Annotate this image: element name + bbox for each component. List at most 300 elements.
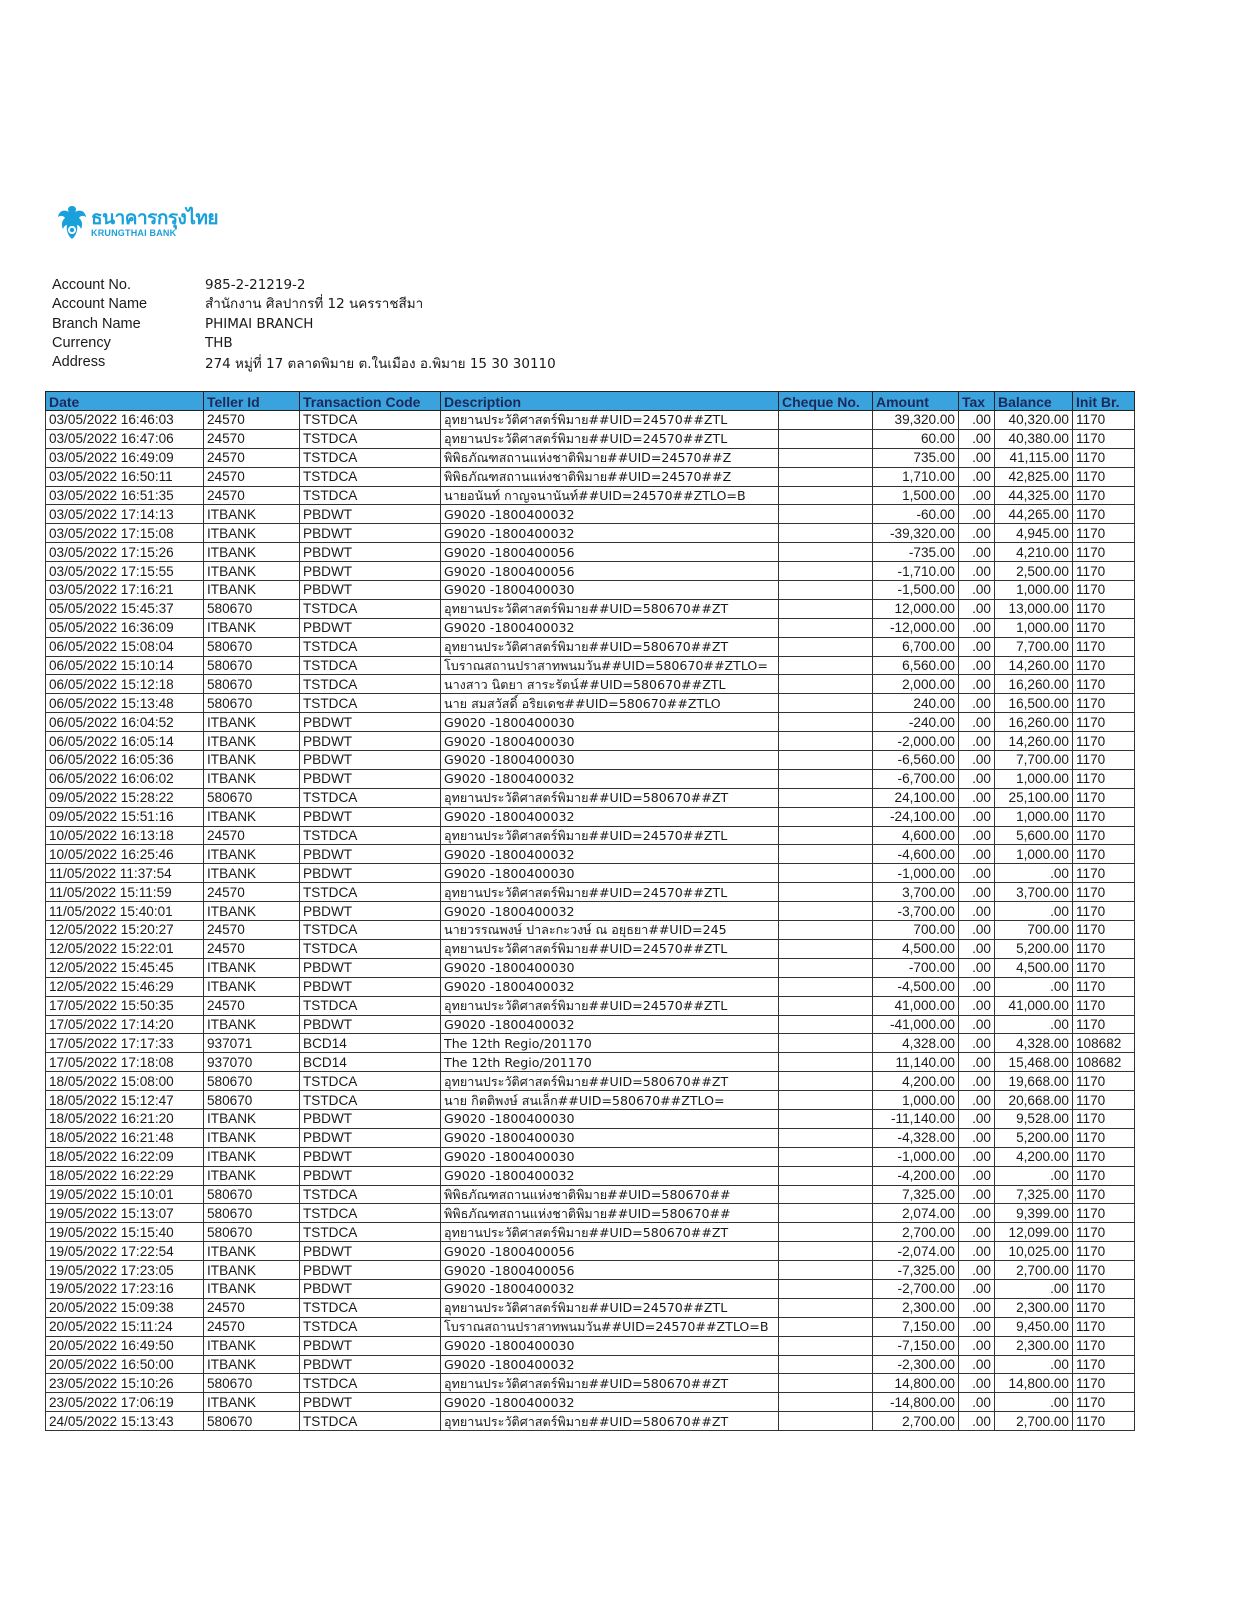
balance-cell: 16,500.00 (995, 694, 1073, 713)
cheque-no-cell (779, 505, 873, 524)
init-branch-cell: 1170 (1073, 618, 1135, 637)
teller-id-cell: 580670 (204, 599, 300, 618)
date-cell: 23/05/2022 17:06:19 (46, 1393, 204, 1412)
amount-cell: -1,710.00 (873, 562, 959, 581)
account-no-row (52, 276, 556, 295)
amount-cell: 6,560.00 (873, 656, 959, 675)
balance-cell: 9,528.00 (995, 1109, 1073, 1128)
date-cell: 19/05/2022 15:13:07 (46, 1204, 204, 1223)
table-row (46, 883, 1135, 902)
amount-cell: 4,328.00 (873, 1034, 959, 1053)
balance-cell: 10,025.00 (995, 1242, 1073, 1261)
table-row (46, 1034, 1135, 1053)
table-row (46, 977, 1135, 996)
description-cell: G9020 -1800400030 (441, 1128, 779, 1147)
teller-id-cell: 937071 (204, 1034, 300, 1053)
init-branch-cell: 1170 (1073, 1412, 1135, 1431)
transaction-code-cell: PBDWT (300, 1166, 441, 1185)
table-row (46, 486, 1135, 505)
teller-id-cell: 580670 (204, 1223, 300, 1242)
account-name-label: Account Name (52, 296, 148, 313)
teller-id-cell: ITBANK (204, 1166, 300, 1185)
init-branch-cell: 1170 (1073, 675, 1135, 694)
column-header-description: Description (441, 392, 779, 411)
tax-cell: .00 (959, 826, 995, 845)
transaction-code-cell: TSTDCA (300, 694, 441, 713)
balance-cell: 4,328.00 (995, 1034, 1073, 1053)
amount-cell: -4,328.00 (873, 1128, 959, 1147)
cheque-no-cell (779, 1034, 873, 1053)
cheque-no-cell (779, 826, 873, 845)
tax-cell: .00 (959, 1034, 995, 1053)
transaction-code-cell: PBDWT (300, 958, 441, 977)
init-branch-cell: 1170 (1073, 807, 1135, 826)
teller-id-cell: 580670 (204, 1204, 300, 1223)
balance-cell: 9,399.00 (995, 1204, 1073, 1223)
date-cell: 12/05/2022 15:46:29 (46, 977, 204, 996)
balance-cell: 700.00 (995, 921, 1073, 940)
init-branch-cell: 1170 (1073, 429, 1135, 448)
table-row (46, 505, 1135, 524)
description-cell: อุทยานประวัติศาสตร์พิมาย##UID=580670##ZT (441, 1374, 779, 1393)
amount-cell: -41,000.00 (873, 1015, 959, 1034)
tax-cell: .00 (959, 883, 995, 902)
transaction-code-cell: TSTDCA (300, 448, 441, 467)
description-cell: อุทยานประวัติศาสตร์พิมาย##UID=24570##ZTL (441, 939, 779, 958)
init-branch-cell: 1170 (1073, 902, 1135, 921)
transaction-code-cell: PBDWT (300, 751, 441, 770)
table-row (46, 713, 1135, 732)
init-branch-cell: 1170 (1073, 939, 1135, 958)
balance-cell: 14,260.00 (995, 732, 1073, 751)
tax-cell: .00 (959, 637, 995, 656)
date-cell: 19/05/2022 15:10:01 (46, 1185, 204, 1204)
init-branch-cell: 1170 (1073, 883, 1135, 902)
tax-cell: .00 (959, 713, 995, 732)
amount-cell: 2,074.00 (873, 1204, 959, 1223)
description-cell: G9020 -1800400030 (441, 1336, 779, 1355)
column-header-tax: Tax (959, 392, 995, 411)
balance-cell: 15,468.00 (995, 1053, 1073, 1072)
date-cell: 11/05/2022 15:40:01 (46, 902, 204, 921)
column-header-transaction-code: Transaction Code (300, 392, 441, 411)
transaction-code-cell: PBDWT (300, 1128, 441, 1147)
tax-cell: .00 (959, 864, 995, 883)
table-row (46, 1317, 1135, 1336)
balance-cell: 14,260.00 (995, 656, 1073, 675)
date-cell: 19/05/2022 17:23:16 (46, 1279, 204, 1298)
init-branch-cell: 1170 (1073, 467, 1135, 486)
transaction-code-cell: TSTDCA (300, 788, 441, 807)
balance-cell: 13,000.00 (995, 599, 1073, 618)
table-row (46, 845, 1135, 864)
tax-cell: .00 (959, 788, 995, 807)
transaction-code-cell: PBDWT (300, 524, 441, 543)
cheque-no-cell (779, 788, 873, 807)
amount-cell: -7,325.00 (873, 1261, 959, 1280)
date-cell: 09/05/2022 15:28:22 (46, 788, 204, 807)
date-cell: 03/05/2022 17:14:13 (46, 505, 204, 524)
teller-id-cell: 24570 (204, 448, 300, 467)
table-row (46, 599, 1135, 618)
balance-cell: .00 (995, 902, 1073, 921)
balance-cell: 40,320.00 (995, 411, 1073, 430)
tax-cell: .00 (959, 1204, 995, 1223)
description-cell: อุทยานประวัติศาสตร์พิมาย##UID=24570##ZTL (441, 429, 779, 448)
balance-cell: 1,000.00 (995, 581, 1073, 600)
date-cell: 17/05/2022 17:14:20 (46, 1015, 204, 1034)
cheque-no-cell (779, 467, 873, 486)
balance-cell: 1,000.00 (995, 618, 1073, 637)
tax-cell: .00 (959, 1015, 995, 1034)
description-cell: นายวรรณพงษ์ ปาละกะวงษ์ ณ อยุธยา##UID=245 (441, 921, 779, 940)
init-branch-cell: 1170 (1073, 581, 1135, 600)
cheque-no-cell (779, 581, 873, 600)
date-cell: 20/05/2022 16:49:50 (46, 1336, 204, 1355)
table-row (46, 1204, 1135, 1223)
transaction-code-cell: TSTDCA (300, 939, 441, 958)
date-cell: 18/05/2022 15:08:00 (46, 1072, 204, 1091)
tax-cell: .00 (959, 958, 995, 977)
balance-cell: .00 (995, 1355, 1073, 1374)
table-row (46, 1015, 1135, 1034)
tax-cell: .00 (959, 939, 995, 958)
transaction-code-cell: BCD14 (300, 1053, 441, 1072)
cheque-no-cell (779, 996, 873, 1015)
teller-id-cell: 937070 (204, 1053, 300, 1072)
account-no-value: 985-2-21219-2 (205, 277, 306, 293)
balance-cell: .00 (995, 1166, 1073, 1185)
description-cell: อุทยานประวัติศาสตร์พิมาย##UID=580670##ZT (441, 599, 779, 618)
table-row (46, 1147, 1135, 1166)
amount-cell: -2,074.00 (873, 1242, 959, 1261)
transaction-code-cell: PBDWT (300, 618, 441, 637)
teller-id-cell: ITBANK (204, 1015, 300, 1034)
tax-cell: .00 (959, 1091, 995, 1110)
teller-id-cell: 24570 (204, 996, 300, 1015)
transaction-code-cell: PBDWT (300, 807, 441, 826)
description-cell: G9020 -1800400030 (441, 751, 779, 770)
transaction-code-cell: TSTDCA (300, 1072, 441, 1091)
transaction-code-cell: PBDWT (300, 1147, 441, 1166)
table-row (46, 467, 1135, 486)
amount-cell: 700.00 (873, 921, 959, 940)
init-branch-cell: 1170 (1073, 656, 1135, 675)
amount-cell: 12,000.00 (873, 599, 959, 618)
transaction-code-cell: BCD14 (300, 1034, 441, 1053)
amount-cell: -6,560.00 (873, 751, 959, 770)
description-cell: G9020 -1800400032 (441, 845, 779, 864)
transaction-code-cell: TSTDCA (300, 1185, 441, 1204)
cheque-no-cell (779, 1374, 873, 1393)
amount-cell: 240.00 (873, 694, 959, 713)
description-cell: อุทยานประวัติศาสตร์พิมาย##UID=24570##ZTL (441, 826, 779, 845)
date-cell: 20/05/2022 16:50:00 (46, 1355, 204, 1374)
table-row (46, 675, 1135, 694)
table-row (46, 1223, 1135, 1242)
description-cell: G9020 -1800400056 (441, 562, 779, 581)
teller-id-cell: 580670 (204, 1374, 300, 1393)
table-row (46, 1355, 1135, 1374)
cheque-no-cell (779, 958, 873, 977)
amount-cell: 4,200.00 (873, 1072, 959, 1091)
description-cell: อุทยานประวัติศาสตร์พิมาย##UID=580670##ZT (441, 637, 779, 656)
tax-cell: .00 (959, 1185, 995, 1204)
amount-cell: 3,700.00 (873, 883, 959, 902)
balance-cell: 4,200.00 (995, 1147, 1073, 1166)
transaction-code-cell: PBDWT (300, 505, 441, 524)
transaction-code-cell: TSTDCA (300, 1374, 441, 1393)
column-header-init-branch: Init Br. (1073, 392, 1135, 411)
teller-id-cell: ITBANK (204, 1242, 300, 1261)
cheque-no-cell (779, 675, 873, 694)
cheque-no-cell (779, 1223, 873, 1242)
teller-id-cell: 580670 (204, 694, 300, 713)
tax-cell: .00 (959, 1393, 995, 1412)
table-row (46, 1091, 1135, 1110)
balance-cell: 2,300.00 (995, 1336, 1073, 1355)
teller-id-cell: 580670 (204, 656, 300, 675)
init-branch-cell: 1170 (1073, 921, 1135, 940)
table-row (46, 958, 1135, 977)
tax-cell: .00 (959, 1072, 995, 1091)
tax-cell: .00 (959, 599, 995, 618)
balance-cell: 4,210.00 (995, 543, 1073, 562)
account-no-label: Account No. (52, 277, 131, 293)
amount-cell: -11,140.00 (873, 1109, 959, 1128)
transaction-code-cell: TSTDCA (300, 637, 441, 656)
amount-cell: 1,000.00 (873, 1091, 959, 1110)
date-cell: 03/05/2022 17:16:21 (46, 581, 204, 600)
amount-cell: -4,200.00 (873, 1166, 959, 1185)
cheque-no-cell (779, 1128, 873, 1147)
teller-id-cell: 580670 (204, 637, 300, 656)
amount-cell: 1,710.00 (873, 467, 959, 486)
description-cell: The 12th Regio/201170 (441, 1053, 779, 1072)
description-cell: อุทยานประวัติศาสตร์พิมาย##UID=580670##ZT (441, 1072, 779, 1091)
tax-cell: .00 (959, 1147, 995, 1166)
date-cell: 24/05/2022 15:13:43 (46, 1412, 204, 1431)
amount-cell: -1,000.00 (873, 864, 959, 883)
init-branch-cell: 1170 (1073, 1298, 1135, 1317)
teller-id-cell: 580670 (204, 1091, 300, 1110)
description-cell: G9020 -1800400032 (441, 1166, 779, 1185)
init-branch-cell: 1170 (1073, 845, 1135, 864)
init-branch-cell: 1170 (1073, 826, 1135, 845)
cheque-no-cell (779, 1109, 873, 1128)
init-branch-cell: 1170 (1073, 958, 1135, 977)
init-branch-cell: 1170 (1073, 1242, 1135, 1261)
balance-cell: 1,000.00 (995, 807, 1073, 826)
transaction-code-cell: PBDWT (300, 732, 441, 751)
cheque-no-cell (779, 1166, 873, 1185)
date-cell: 03/05/2022 17:15:55 (46, 562, 204, 581)
tax-cell: .00 (959, 807, 995, 826)
date-cell: 06/05/2022 15:13:48 (46, 694, 204, 713)
transaction-code-cell: PBDWT (300, 902, 441, 921)
transaction-code-cell: TSTDCA (300, 429, 441, 448)
description-cell: นายอนันท์ กาญจนานันท์##UID=24570##ZTLO=B (441, 486, 779, 505)
teller-id-cell: 580670 (204, 1412, 300, 1431)
balance-cell: 5,200.00 (995, 1128, 1073, 1147)
cheque-no-cell (779, 562, 873, 581)
amount-cell: -2,700.00 (873, 1279, 959, 1298)
init-branch-cell: 1170 (1073, 1374, 1135, 1393)
date-cell: 17/05/2022 17:17:33 (46, 1034, 204, 1053)
init-branch-cell: 1170 (1073, 996, 1135, 1015)
table-row (46, 411, 1135, 430)
table-row (46, 939, 1135, 958)
balance-cell: 2,500.00 (995, 562, 1073, 581)
tax-cell: .00 (959, 1336, 995, 1355)
date-cell: 06/05/2022 15:12:18 (46, 675, 204, 694)
description-cell: พิพิธภัณฑสถานแห่งชาติพิมาย##UID=24570##Z (441, 467, 779, 486)
table-row (46, 429, 1135, 448)
teller-id-cell: 24570 (204, 429, 300, 448)
transaction-code-cell: TSTDCA (300, 826, 441, 845)
teller-id-cell: 580670 (204, 1185, 300, 1204)
init-branch-cell: 1170 (1073, 732, 1135, 751)
transaction-code-cell: PBDWT (300, 1336, 441, 1355)
transaction-code-cell: TSTDCA (300, 1317, 441, 1336)
teller-id-cell: ITBANK (204, 732, 300, 751)
transaction-code-cell: PBDWT (300, 1393, 441, 1412)
cheque-no-cell (779, 921, 873, 940)
teller-id-cell: ITBANK (204, 769, 300, 788)
cheque-no-cell (779, 1279, 873, 1298)
cheque-no-cell (779, 429, 873, 448)
teller-id-cell: ITBANK (204, 958, 300, 977)
currency-value: THB (205, 334, 233, 351)
balance-cell: 9,450.00 (995, 1317, 1073, 1336)
cheque-no-cell (779, 1091, 873, 1110)
transaction-code-cell: PBDWT (300, 543, 441, 562)
teller-id-cell: ITBANK (204, 1393, 300, 1412)
balance-cell: 16,260.00 (995, 713, 1073, 732)
bank-logo (57, 203, 218, 243)
cheque-no-cell (779, 599, 873, 618)
date-cell: 05/05/2022 15:45:37 (46, 599, 204, 618)
column-header-date: Date (46, 392, 204, 411)
balance-cell: 1,000.00 (995, 769, 1073, 788)
amount-cell: -2,000.00 (873, 732, 959, 751)
teller-id-cell: ITBANK (204, 1147, 300, 1166)
teller-id-cell: ITBANK (204, 807, 300, 826)
date-cell: 11/05/2022 11:37:54 (46, 864, 204, 883)
teller-id-cell: 24570 (204, 486, 300, 505)
tax-cell: .00 (959, 411, 995, 430)
date-cell: 19/05/2022 17:23:05 (46, 1261, 204, 1280)
cheque-no-cell (779, 1261, 873, 1280)
balance-cell: .00 (995, 1393, 1073, 1412)
tax-cell: .00 (959, 505, 995, 524)
balance-cell: 41,000.00 (995, 996, 1073, 1015)
amount-cell: 6,700.00 (873, 637, 959, 656)
currency-row (52, 334, 556, 353)
init-branch-cell: 1170 (1073, 1279, 1135, 1298)
date-cell: 03/05/2022 16:50:11 (46, 467, 204, 486)
description-cell: นางสาว นิตยา สาระรัตน์##UID=580670##ZTL (441, 675, 779, 694)
teller-id-cell: 24570 (204, 883, 300, 902)
amount-cell: -700.00 (873, 958, 959, 977)
init-branch-cell: 1170 (1073, 713, 1135, 732)
description-cell: พิพิธภัณฑสถานแห่งชาติพิมาย##UID=24570##Z (441, 448, 779, 467)
account-name-value: สำนักงาน ศิลปากรที่ 12 นครราชสีมา (205, 296, 424, 313)
balance-cell: 25,100.00 (995, 788, 1073, 807)
tax-cell: .00 (959, 1128, 995, 1147)
init-branch-cell: 1170 (1073, 543, 1135, 562)
tax-cell: .00 (959, 732, 995, 751)
date-cell: 12/05/2022 15:20:27 (46, 921, 204, 940)
transaction-code-cell: PBDWT (300, 864, 441, 883)
amount-cell: 735.00 (873, 448, 959, 467)
table-row (46, 1072, 1135, 1091)
tax-cell: .00 (959, 618, 995, 637)
cheque-no-cell (779, 486, 873, 505)
cheque-no-cell (779, 732, 873, 751)
description-cell: G9020 -1800400056 (441, 1242, 779, 1261)
date-cell: 03/05/2022 16:49:09 (46, 448, 204, 467)
init-branch-cell: 1170 (1073, 448, 1135, 467)
description-cell: อุทยานประวัติศาสตร์พิมาย##UID=24570##ZTL (441, 996, 779, 1015)
balance-cell: 20,668.00 (995, 1091, 1073, 1110)
description-cell: โบราณสถานปราสาทพนมวัน##UID=24570##ZTLO=B (441, 1317, 779, 1336)
date-cell: 03/05/2022 16:46:03 (46, 411, 204, 430)
date-cell: 17/05/2022 15:50:35 (46, 996, 204, 1015)
init-branch-cell: 1170 (1073, 1015, 1135, 1034)
tax-cell: .00 (959, 694, 995, 713)
description-cell: อุทยานประวัติศาสตร์พิมาย##UID=580670##ZT (441, 1412, 779, 1431)
date-cell: 19/05/2022 17:22:54 (46, 1242, 204, 1261)
amount-cell: 41,000.00 (873, 996, 959, 1015)
description-cell: G9020 -1800400032 (441, 977, 779, 996)
amount-cell: 2,000.00 (873, 675, 959, 694)
description-cell: อุทยานประวัติศาสตร์พิมาย##UID=24570##ZTL (441, 883, 779, 902)
teller-id-cell: 580670 (204, 788, 300, 807)
description-cell: G9020 -1800400030 (441, 864, 779, 883)
column-header-cheque-no: Cheque No. (779, 392, 873, 411)
amount-cell: 1,500.00 (873, 486, 959, 505)
transaction-code-cell: PBDWT (300, 769, 441, 788)
date-cell: 20/05/2022 15:11:24 (46, 1317, 204, 1336)
teller-id-cell: ITBANK (204, 713, 300, 732)
amount-cell: 14,800.00 (873, 1374, 959, 1393)
date-cell: 12/05/2022 15:45:45 (46, 958, 204, 977)
transaction-table (45, 391, 1135, 1431)
table-row (46, 1185, 1135, 1204)
date-cell: 20/05/2022 15:09:38 (46, 1298, 204, 1317)
cheque-no-cell (779, 883, 873, 902)
table-row (46, 751, 1135, 770)
description-cell: อุทยานประวัติศาสตร์พิมาย##UID=24570##ZTL (441, 411, 779, 430)
teller-id-cell: ITBANK (204, 1279, 300, 1298)
table-row (46, 637, 1135, 656)
description-cell: G9020 -1800400030 (441, 732, 779, 751)
date-cell: 12/05/2022 15:22:01 (46, 939, 204, 958)
transaction-code-cell: PBDWT (300, 581, 441, 600)
transaction-code-cell: TSTDCA (300, 599, 441, 618)
teller-id-cell: 24570 (204, 1317, 300, 1336)
transaction-code-cell: PBDWT (300, 1015, 441, 1034)
date-cell: 18/05/2022 16:21:48 (46, 1128, 204, 1147)
balance-cell: 1,000.00 (995, 845, 1073, 864)
branch-name-label: Branch Name (52, 315, 141, 332)
tax-cell: .00 (959, 1374, 995, 1393)
cheque-no-cell (779, 1053, 873, 1072)
description-cell: G9020 -1800400032 (441, 505, 779, 524)
balance-cell: 42,825.00 (995, 467, 1073, 486)
table-row (46, 656, 1135, 675)
